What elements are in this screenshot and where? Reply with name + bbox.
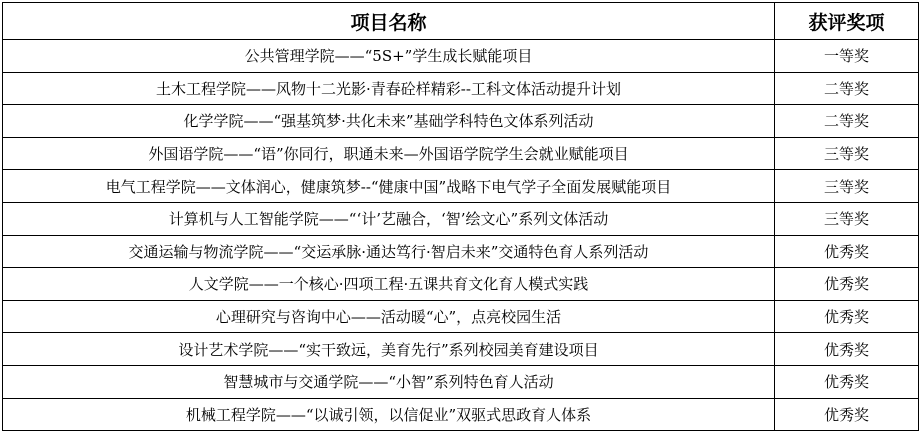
table-row (3, 170, 919, 203)
award-cell: 三等奖 (775, 137, 919, 170)
award-cell: 一等奖 (775, 40, 919, 73)
project-name-cell: 外国语学院——“语”你同行，职通未来—外国语学院学生会就业赋能项目 (3, 137, 775, 170)
award-cell: 优秀奖 (775, 268, 919, 301)
award-cell: 三等奖 (775, 202, 919, 235)
award-cell: 二等奖 (775, 72, 919, 105)
table-row (3, 40, 919, 73)
table-row (3, 333, 919, 366)
award-cell: 优秀奖 (775, 398, 919, 431)
project-name-cell: 交通运输与物流学院——“交运承脉·通达笃行·智启未来”交通特色育人系列活动 (3, 235, 775, 268)
table-row (3, 398, 919, 431)
award-table (2, 2, 919, 431)
header-row (3, 3, 919, 40)
award-cell: 优秀奖 (775, 300, 919, 333)
table-row (3, 105, 919, 138)
table-row (3, 268, 919, 301)
project-name-cell: 土木工程学院——风物十二光影·青春砼样精彩--工科文体活动提升计划 (3, 72, 775, 105)
project-name-cell: 公共管理学院——“5S+”学生成长赋能项目 (3, 40, 775, 73)
project-name-cell: 心理研究与咨询中心——活动暖“心”，点亮校园生活 (3, 300, 775, 333)
table-row (3, 365, 919, 398)
project-name-cell: 人文学院——一个核心·四项工程·五课共育文化育人模式实践 (3, 268, 775, 301)
project-name-cell: 机械工程学院——“以诚引领，以信促业”双驱式思政育人体系 (3, 398, 775, 431)
header-project-name: 项目名称 (3, 3, 775, 40)
table-row (3, 202, 919, 235)
table-row (3, 137, 919, 170)
table-row (3, 72, 919, 105)
table-row (3, 300, 919, 333)
award-cell: 优秀奖 (775, 365, 919, 398)
project-name-cell: 智慧城市与交通学院——“小智”系列特色育人活动 (3, 365, 775, 398)
project-name-cell: 设计艺术学院——“实干致远，美育先行”系列校园美育建设项目 (3, 333, 775, 366)
award-cell: 二等奖 (775, 105, 919, 138)
project-name-cell: 计算机与人工智能学院——“‘计’艺融合，‘智’绘文心”系列文体活动 (3, 202, 775, 235)
header-award: 获评奖项 (775, 3, 919, 40)
project-name-cell: 化学学院——“强基筑梦·共化未来”基础学科特色文体系列活动 (3, 105, 775, 138)
award-cell: 三等奖 (775, 170, 919, 203)
award-cell: 优秀奖 (775, 333, 919, 366)
project-name-cell: 电气工程学院——文体润心，健康筑梦--“健康中国”战略下电气学子全面发展赋能项目 (3, 170, 775, 203)
table-row (3, 235, 919, 268)
award-cell: 优秀奖 (775, 235, 919, 268)
